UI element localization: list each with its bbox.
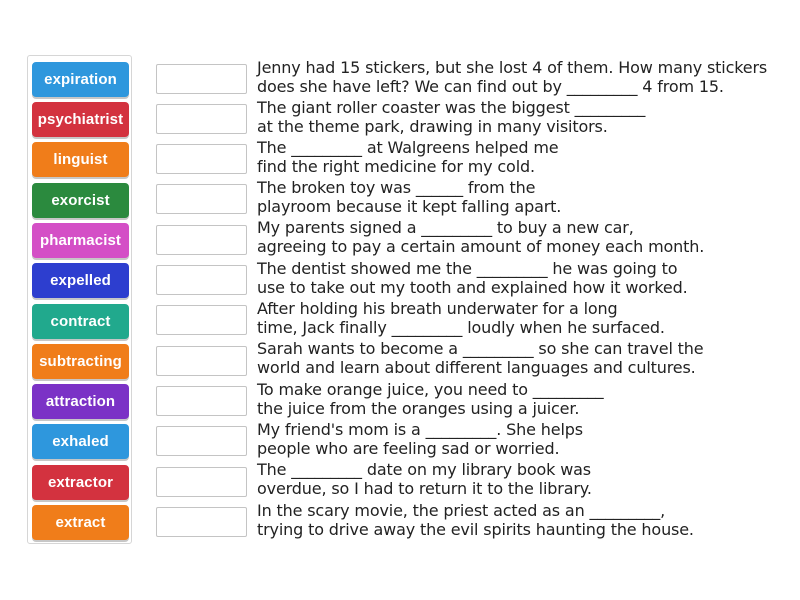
sentence-9 xyxy=(257,380,787,418)
sentence-8 xyxy=(257,339,787,377)
sentence-line: overdue, so I had to return it to the library. xyxy=(257,479,592,498)
sentence-line: the juice from the oranges using a juicer. xyxy=(257,399,580,418)
word-tile-pharmacist[interactable]: pharmacist xyxy=(32,223,129,258)
sentence-6 xyxy=(257,259,787,297)
sentence-11 xyxy=(257,460,787,498)
sentence-line: The giant roller coaster was the biggest _________ xyxy=(257,98,646,117)
sentence-line: at the theme park, drawing in many visitors. xyxy=(257,117,608,136)
sentence-line: agreeing to pay a certain amount of money each month. xyxy=(257,237,705,256)
sentence-line: trying to drive away the evil spirits haunting the house. xyxy=(257,520,694,539)
drop-slot-8[interactable] xyxy=(156,346,247,376)
drop-slot-6[interactable] xyxy=(156,265,247,295)
word-tile-expiration[interactable]: expiration xyxy=(32,62,129,97)
word-bank xyxy=(27,55,132,544)
word-tile-attraction[interactable]: attraction xyxy=(32,384,129,419)
sentence-line: The dentist showed me the _________ he was going to xyxy=(257,259,678,278)
word-tile-psychiatrist[interactable]: psychiatrist xyxy=(32,102,129,137)
drop-slot-10[interactable] xyxy=(156,426,247,456)
sentence-line: Sarah wants to become a _________ so she can travel the xyxy=(257,339,704,358)
sentence-10 xyxy=(257,420,787,458)
word-tile-linguist[interactable]: linguist xyxy=(32,142,129,177)
drop-slot-3[interactable] xyxy=(156,144,247,174)
word-tile-contract[interactable]: contract xyxy=(32,304,129,339)
drop-slot-12[interactable] xyxy=(156,507,247,537)
sentence-line: After holding his breath underwater for a long xyxy=(257,299,618,318)
sentence-line: Jenny had 15 stickers, but she lost 4 of them. How many stickers xyxy=(257,58,768,77)
sentence-4 xyxy=(257,178,787,216)
word-tile-subtracting[interactable]: subtracting xyxy=(32,344,129,379)
sentence-line: find the right medicine for my cold. xyxy=(257,157,535,176)
drop-slot-9[interactable] xyxy=(156,386,247,416)
sentence-1 xyxy=(257,58,787,96)
sentence-line: time, Jack finally _________ loudly when he surfaced. xyxy=(257,318,665,337)
sentence-line: people who are feeling sad or worried. xyxy=(257,439,560,458)
sentence-12 xyxy=(257,501,787,539)
word-tile-expelled[interactable]: expelled xyxy=(32,263,129,298)
sentence-line: playroom because it kept falling apart. xyxy=(257,197,562,216)
sentence-line: The _________ at Walgreens helped me xyxy=(257,138,559,157)
sentence-2 xyxy=(257,98,787,136)
sentence-line: My friend's mom is a _________. She helps xyxy=(257,420,583,439)
drop-slot-7[interactable] xyxy=(156,305,247,335)
sentence-line: The _________ date on my library book was xyxy=(257,460,591,479)
word-tile-exhaled[interactable]: exhaled xyxy=(32,424,129,459)
word-tile-exorcist[interactable]: exorcist xyxy=(32,183,129,218)
sentence-line: In the scary movie, the priest acted as an _________, xyxy=(257,501,666,520)
sentence-7 xyxy=(257,299,787,337)
sentence-line: The broken toy was ______ from the xyxy=(257,178,536,197)
drop-slot-2[interactable] xyxy=(156,104,247,134)
sentence-line: does she have left? We can find out by _________ 4 from 15. xyxy=(257,77,724,96)
word-tile-extractor[interactable]: extractor xyxy=(32,465,129,500)
drop-slot-5[interactable] xyxy=(156,225,247,255)
sentence-line: To make orange juice, you need to _________ xyxy=(257,380,604,399)
drop-slot-4[interactable] xyxy=(156,184,247,214)
sentence-5 xyxy=(257,218,787,256)
drop-slot-11[interactable] xyxy=(156,467,247,497)
sentence-3 xyxy=(257,138,787,176)
sentence-line: world and learn about different languages and cultures. xyxy=(257,358,696,377)
word-tile-extract[interactable]: extract xyxy=(32,505,129,540)
sentence-line: use to take out my tooth and explained how it worked. xyxy=(257,278,688,297)
sentence-line: My parents signed a _________ to buy a new car, xyxy=(257,218,634,237)
drop-slot-1[interactable] xyxy=(156,64,247,94)
